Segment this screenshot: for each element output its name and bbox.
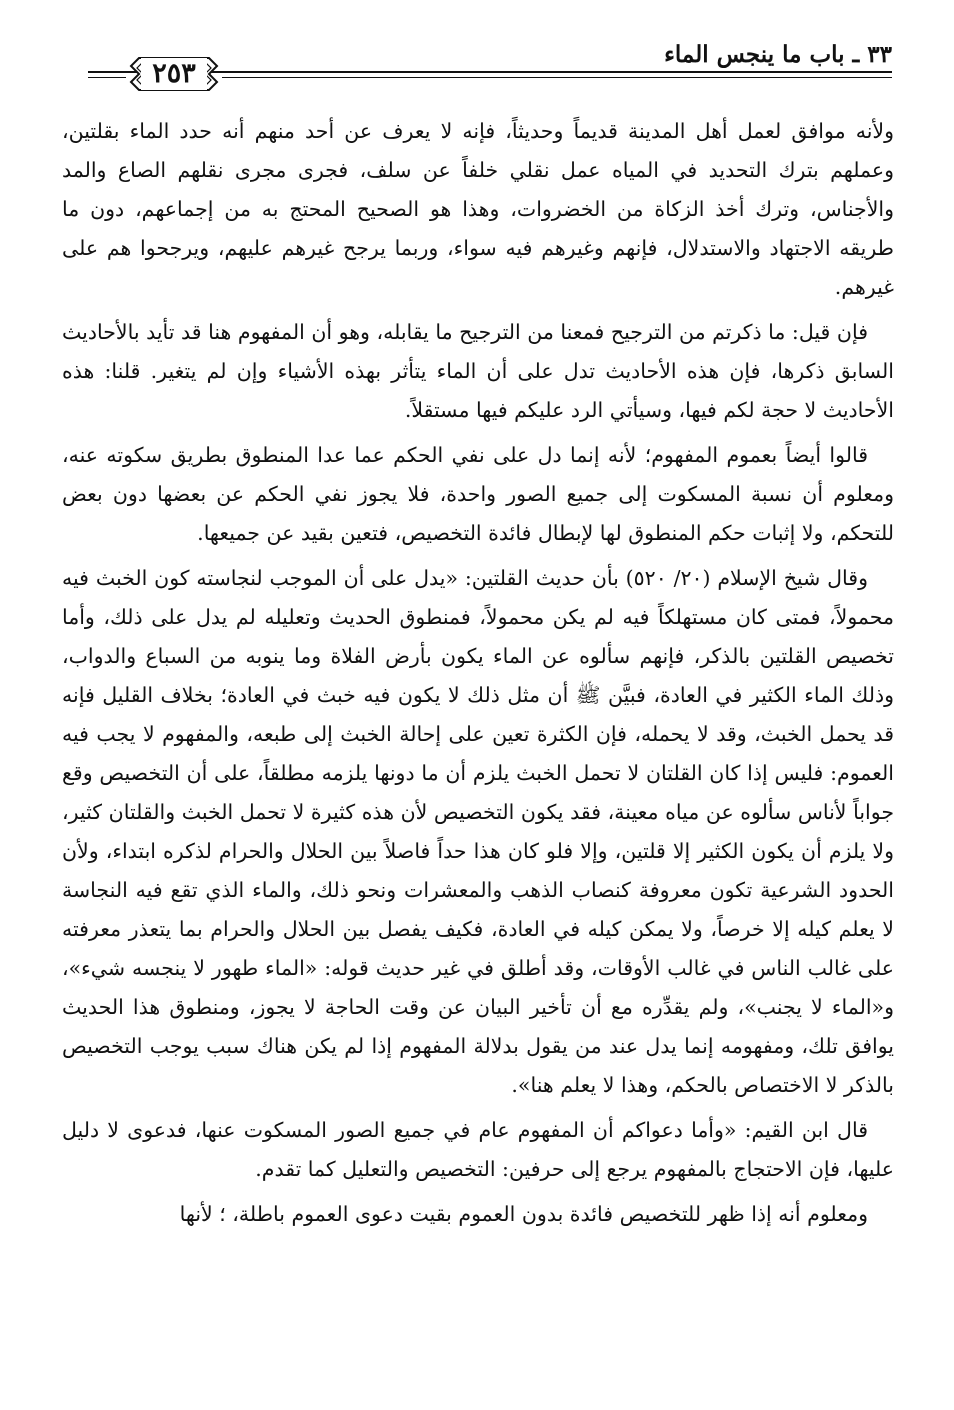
- paragraph: ومعلوم أنه إذا ظهر للتخصيص فائدة بدون العموم بقيت دعوى العموم باطلة، ؛ لأنها: [179, 1202, 868, 1226]
- page-number: ٢٥٣: [141, 58, 207, 90]
- paragraph: ولأنه موافق لعمل أهل المدينة قديماً وحديثاً، فإنه لا يعرف عن أحد منهم أنه حدد الماء بقلتين، وعملهم بترك التحديد في المياه عمل نقلي خلفاً عن سلف، فجرى مجرى نقلهم الصاع والمد والأجناس، وترك أخذ الزكاة من الخضروات، وهذا هو الصحيح المحتج به من إجماعهم، دون ما طريقه الاجتهاد والاستدلال، فإنهم وغيرهم فيه سواء، وربما يرجح غيرهم عليهم، ويرجحوا هم على غيرهم.: [62, 119, 894, 299]
- paragraph: وقال شيخ الإسلام (٢٠/ ٥٢٠) بأن حديث القلتين: «يدل على أن الموجب لنجاسته كون الخبث فيه محمولاً، فمتى كان مستهلكاً فيه لم يكن محمولاً، فمنطوق الحديث وتعليله لم يدل على ذلك، وأما تخصيص القلتين بالذكر، فإنهم سألوه عن الماء يكون بأرض الفلاة وما ينوبه من السباع والدواب، وذلك الماء الكثير في العادة، فبيَّن ﷺ أن مثل ذلك لا يكون فيه خبث في العادة؛ بخلاف القليل فإنه قد يحمل الخبث، وقد لا يحمله، فإن الكثرة تعين على إحالة الخبث إلى طبعه، والمفهوم لا يجب فيه العموم: فليس إذا كان القلتان لا تحمل الخبث يلزم أن ما دونها يلزمه مطلقاً، على أن التخصيص وقع جواباً لأناس سألوه عن مياه معينة، فقد يكون التخصيص لأن هذه كثيرة لا تحمل الخبث والقلتان كثير، ولا يلزم أن يكون الكثير إلا قلتين، وإلا فلو كان هذا حداً فاصلاً بين الحلال والحرام لذكره ابتداء، ولأن الحدود الشرعية تكون معروفة كنصاب الذهب والمعشرات ونحو ذلك، والماء الذي تقع فيه النجاسة لا يعلم كيله إلا خرصاً، ولا يمكن كيله في العادة، فكيف يفصل بين الحلال والحرام بما يتعذر معرفته على غالب الناس في غالب الأوقات، وقد أطلق في غير حديث قوله: «الماء طهور لا ينجسه شيء»، و«الماء لا يجنب»، ولم يقدِّره مع أن تأخير البيان عن وقت الحاجة لا يجوز، ومنطوق هذا الحديث يوافق تلك، ومفهومه إنما يدل عند من يقول بدلالة المفهوم إذا لم يكن هناك سبب يوجب التخصيص بالذكر لا الاختصاص بالحكم، وهذا لا يعلم هنا».: [62, 566, 894, 1097]
- paragraph: قال ابن القيم: «وأما دعواكم أن المفهوم عام في جميع الصور المسكوت عنها، فدعوى لا دليل عليها، فإن الاحتجاج بالمفهوم يرجع إلى حرفين: التخصيص والتعليل كما تقدم.: [62, 1118, 894, 1181]
- page-body: [62, 112, 894, 1240]
- header-rule-right: [222, 77, 892, 78]
- header-rule-left: [88, 77, 126, 78]
- chapter-title: ٣٣ ـ باب ما ينجس الماء: [664, 41, 892, 68]
- paragraph: قالوا أيضاً بعموم المفهوم؛ لأنه إنما دل على نفي الحكم عما عدا المنطوق بطريق سكوته عنه، ومعلوم أن نسبة المسكوت إلى جميع الصور واحدة، فلا يجوز نفي الحكم عن بعضها دون بعض للتحكم، ولا إثبات حكم المنطوق لها لإبطال فائدة التخصيص، فتعين بقيد عن جميعها.: [62, 443, 894, 545]
- page-number-badge: [125, 50, 223, 98]
- paragraph: فإن قيل: ما ذكرتم من الترجيح فمعنا من الترجيح ما يقابله، وهو أن المفهوم هنا قد تأيد بالأحاديث السابق ذكرها، فإن هذه الأحاديث تدل على أن الماء يتأثر بهذه الأشياء وإن لم يتغير. قلنا: هذه الأحاديث لا حجة لكم فيها، وسيأتي الرد عليكم فيها مستقلاً.: [62, 320, 894, 422]
- page-header: [88, 38, 892, 90]
